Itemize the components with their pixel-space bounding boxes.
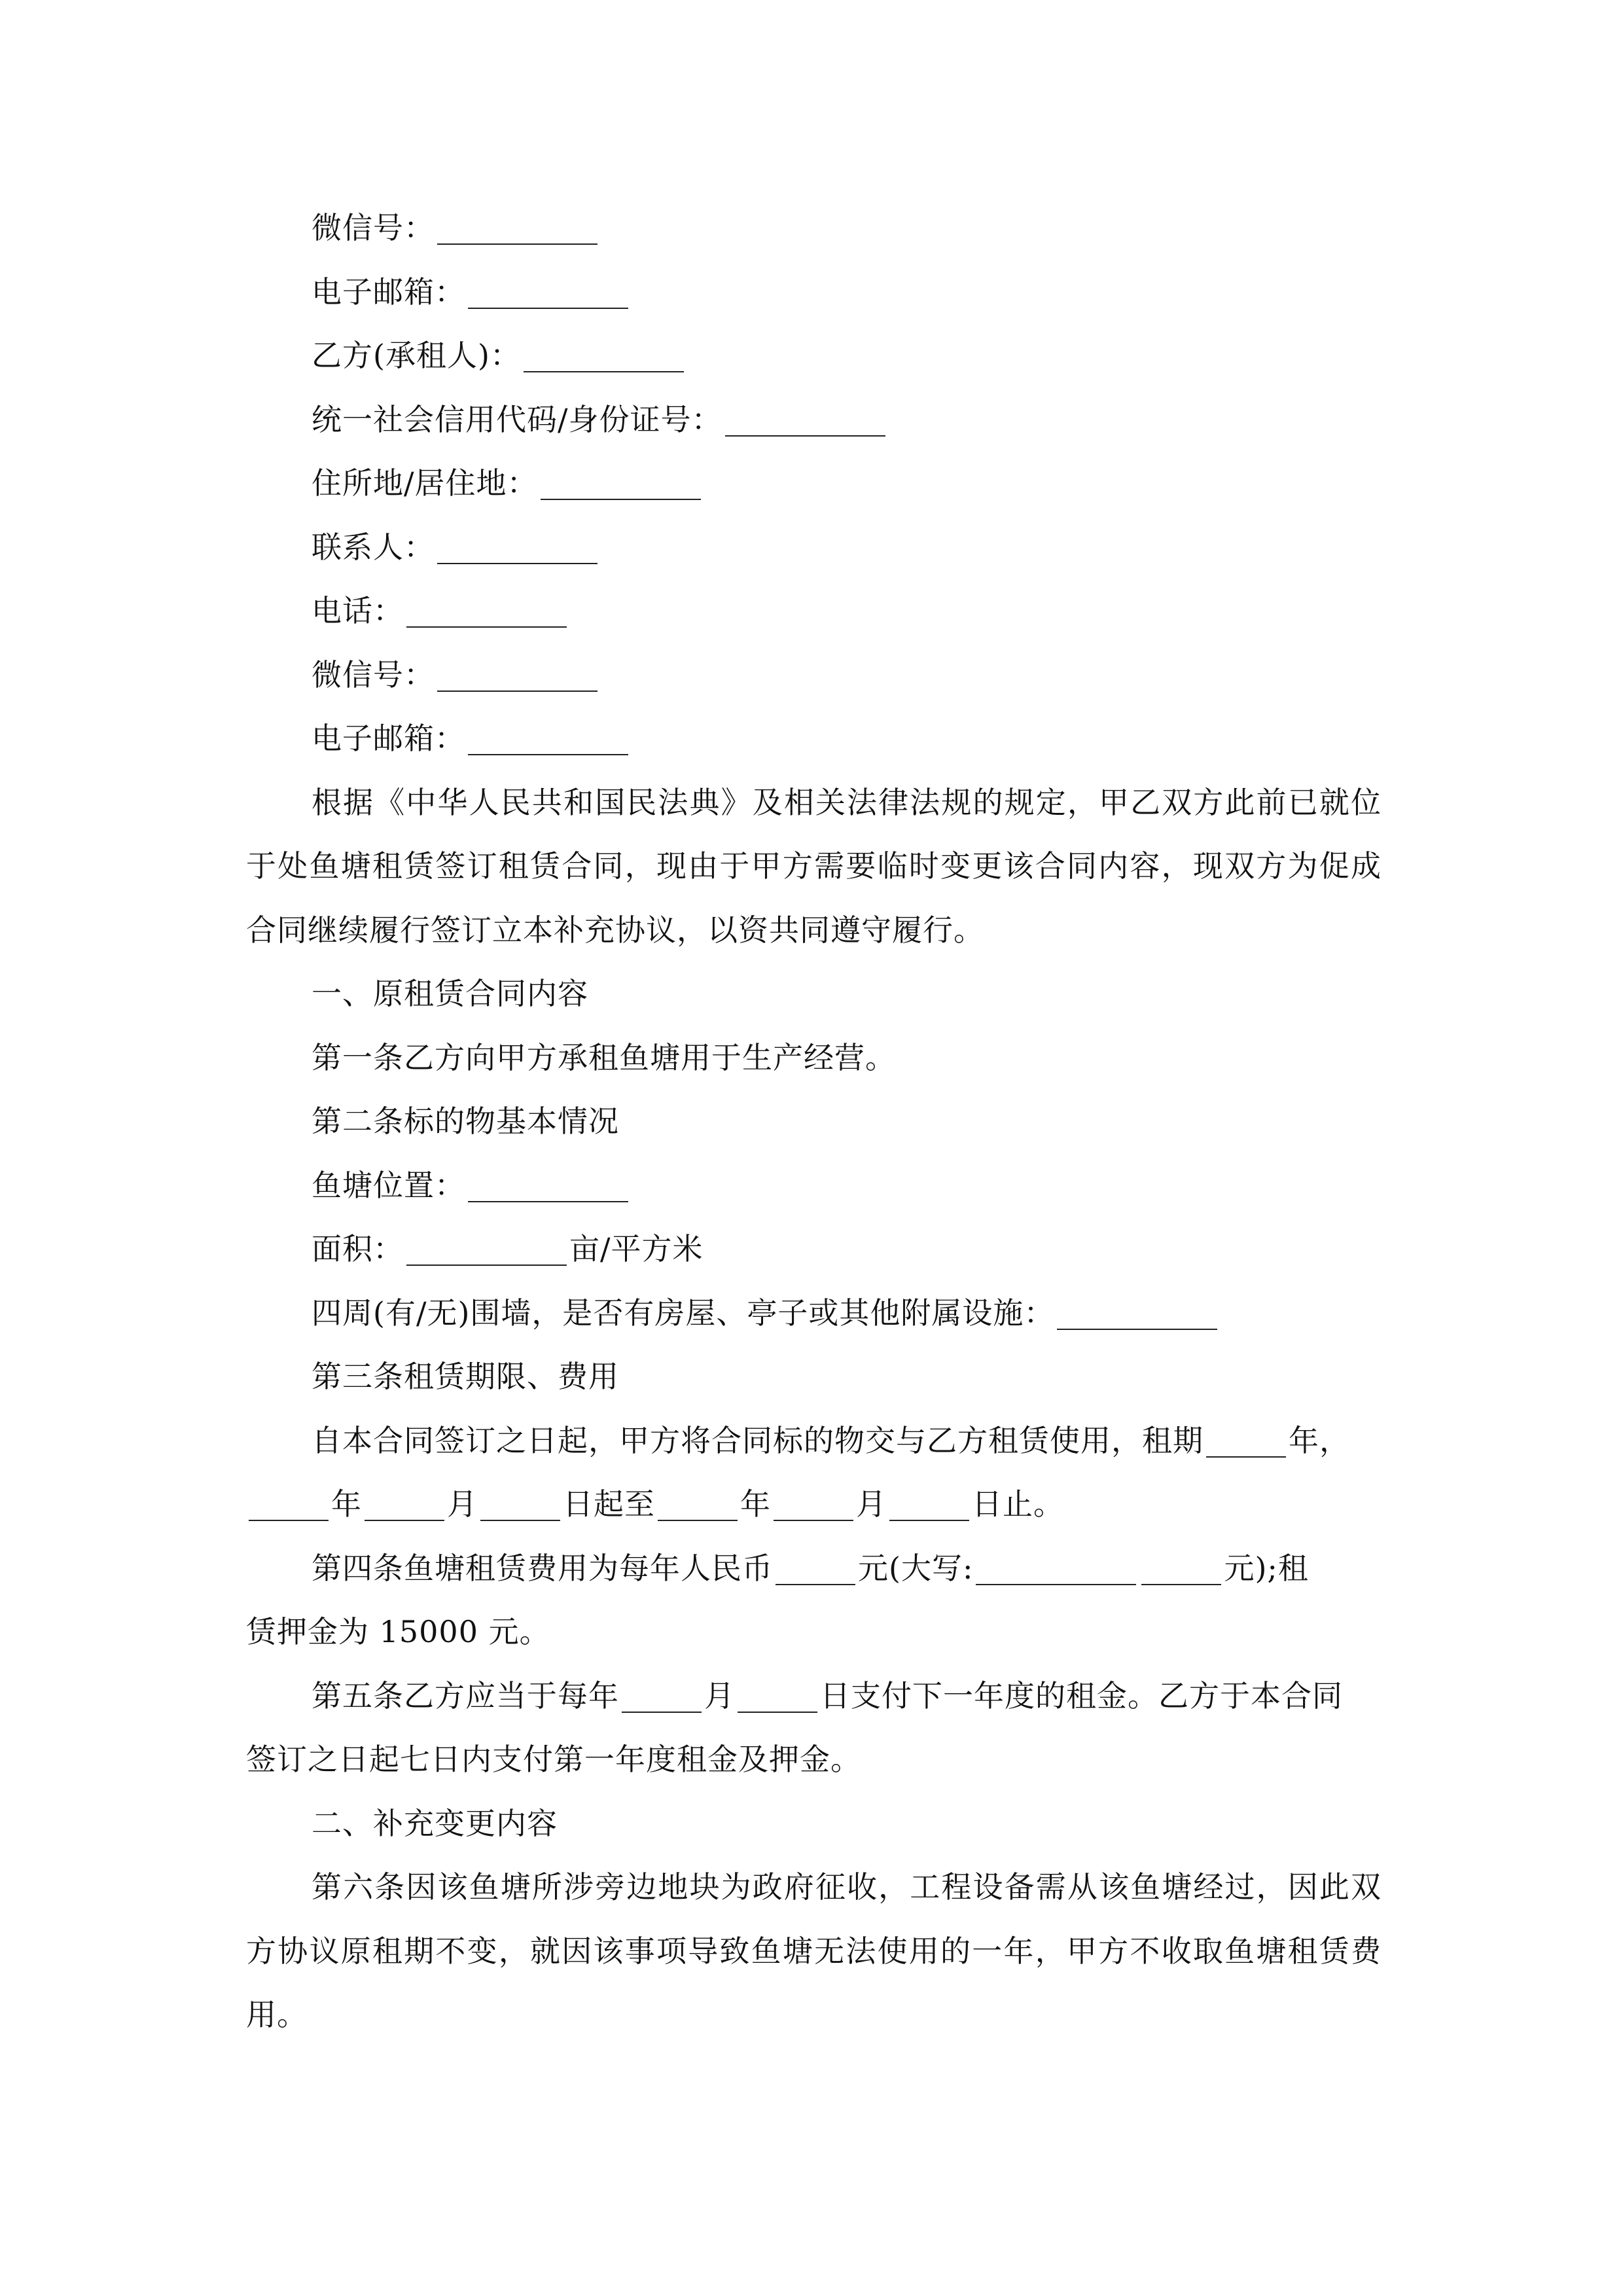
facilities-blank[interactable] [1057,1297,1217,1329]
term-line-2 [246,1473,1382,1537]
end-month-blank[interactable] [774,1488,853,1521]
party-b-wechat-blank[interactable] [437,658,597,691]
end-month-unit: 月 [856,1486,887,1522]
end-year-blank[interactable] [658,1488,738,1521]
end-year-unit: 年 [740,1486,771,1522]
article-5-text-a: 第五条乙方应当于每年 [312,1677,619,1713]
end-day-unit: 日止。 [972,1486,1064,1522]
end-day-blank[interactable] [889,1488,969,1521]
party-b-contact-blank[interactable] [437,531,597,564]
party-b-email-label: 电子邮箱： [312,721,465,756]
party-b-wechat-label: 微信号： [312,656,435,692]
article-5-line-2: 签订之日起七日内支付第一年度租金及押金。 [246,1742,861,1777]
article-2-heading: 第二条标的物基本情况 [312,1103,619,1139]
article-5-text-b: 月 [704,1677,735,1713]
payment-month-blank[interactable] [622,1679,702,1712]
party-b-address-blank[interactable] [541,467,701,500]
section-2-heading: 二、补充变更内容 [312,1805,558,1841]
pond-location-line [246,1154,1382,1218]
party-b-title-line [246,324,1382,388]
party-b-phone-blank[interactable] [406,595,567,628]
party-b-credit-code-line [246,388,1382,452]
party-b-credit-code-label: 统一社会信用代码/身份证号： [312,401,722,437]
party-a-wechat-blank[interactable] [437,212,597,245]
article-4-text-b: 元(大写: [858,1550,974,1586]
article-4-line-1 [246,1537,1382,1601]
term-year-unit: 年， [1289,1422,1350,1458]
party-b-credit-code-blank[interactable] [725,403,885,436]
area-unit: 亩/平方米 [569,1231,704,1266]
party-b-title-label: 乙方(承租人)： [312,338,521,373]
party-b-address-line [246,452,1382,516]
area-blank[interactable] [406,1233,567,1266]
article-4-text-a: 第四条鱼塘租赁费用为每年人民币 [312,1550,773,1586]
preamble-paragraph: 根据《中华人民共和国民法典》及相关法律法规的规定，甲乙双方此前已就位于处鱼塘租赁签订租赁合同，现由于甲方需要临时变更该合同内容，现双方为促成合同继续履行签订立本补充协议，以资共同遵守履行。 [246,784,1382,948]
pond-location-blank[interactable] [468,1169,628,1202]
party-b-phone-label: 电话： [312,593,404,628]
party-a-email-blank[interactable] [468,276,628,308]
start-day-blank[interactable] [480,1488,560,1521]
payment-day-blank[interactable] [738,1679,817,1712]
facilities-line [246,1282,1382,1346]
start-year-unit: 年 [331,1486,362,1522]
pond-location-label: 鱼塘位置： [312,1167,465,1203]
article-3-heading: 第三条租赁期限、费用 [312,1359,619,1394]
start-year-blank[interactable] [249,1488,329,1521]
rent-uppercase-blank-2[interactable] [1141,1552,1221,1585]
party-b-email-blank[interactable] [468,723,628,755]
area-line [246,1217,1382,1282]
party-b-name-blank[interactable] [524,340,684,372]
area-label: 面积： [312,1231,404,1266]
party-a-wechat-label: 微信号： [312,210,435,245]
article-5-line-1 [246,1664,1382,1729]
article-6-paragraph: 第六条因该鱼塘所涉旁边地块为政府征收，工程设备需从该鱼塘经过，因此双方协议原租期不变，就因该事项导致鱼塘无法使用的一年，甲方不收取鱼塘租赁费用。 [246,1869,1382,2032]
party-a-email-label: 电子邮箱： [312,274,465,310]
party-b-address-label: 住所地/居住地： [312,465,538,501]
party-b-email-line [246,707,1382,771]
document-body [246,196,1382,2047]
rent-amount-blank[interactable] [776,1552,855,1585]
party-b-wechat-line [246,643,1382,708]
facilities-label: 四周(有/无)围墙，是否有房屋、亭子或其他附属设施： [312,1295,1055,1331]
article-5-text-c: 日支付下一年度的租金。乙方于本合同 [820,1677,1343,1713]
party-b-phone-line [246,579,1382,643]
article-1: 第一条乙方向甲方承租鱼塘用于生产经营。 [312,1039,896,1075]
rent-uppercase-blank[interactable] [976,1552,1136,1585]
section-1-heading: 一、原租赁合同内容 [312,976,588,1011]
term-line-1 [246,1409,1382,1473]
start-day-unit: 日起至 [563,1486,655,1522]
article-4-line-2: 赁押金为 15000 元。 [246,1614,550,1649]
party-a-wechat-line [246,196,1382,260]
party-a-email-line [246,260,1382,325]
article-4-text-c: 元);租 [1224,1550,1309,1586]
term-years-blank[interactable] [1206,1424,1286,1457]
party-b-contact-line [246,516,1382,580]
start-month-blank[interactable] [365,1488,444,1521]
party-b-contact-label: 联系人： [312,529,435,565]
start-month-unit: 月 [447,1486,478,1522]
term-text-a: 自本合同签订之日起，甲方将合同标的物交与乙方租赁使用，租期 [312,1422,1204,1458]
